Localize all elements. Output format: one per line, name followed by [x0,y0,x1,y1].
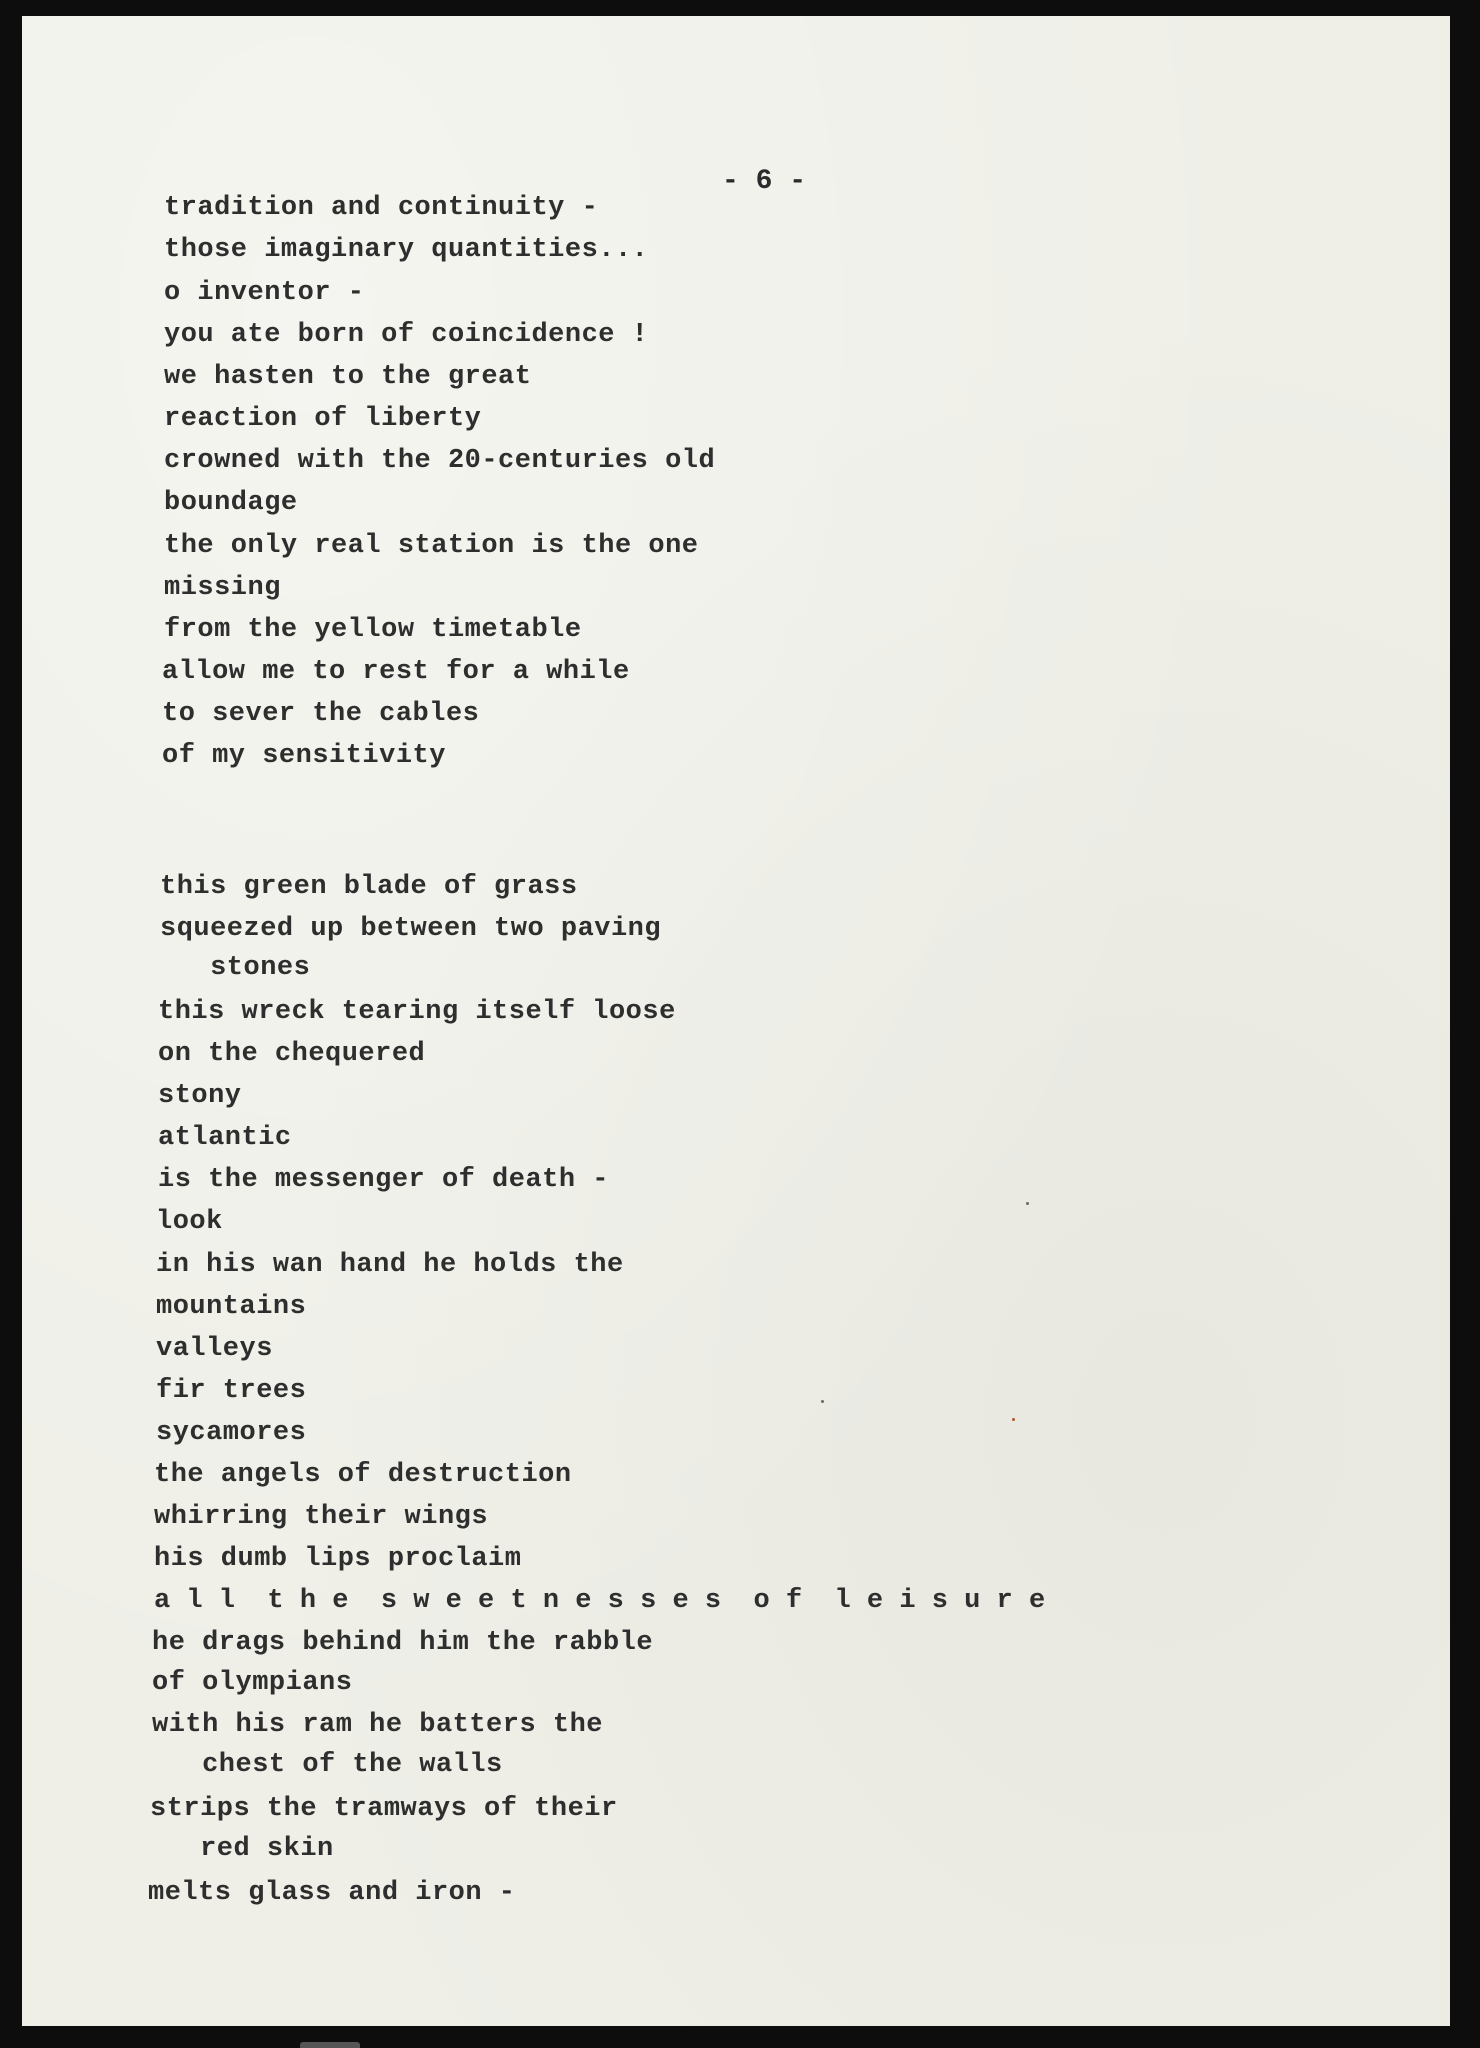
poem-line: atlantic [158,1123,292,1153]
paper-speck [1026,1202,1029,1205]
poem-line: red skin [150,1834,334,1864]
poem-line: boundage [164,488,298,518]
poem-line: of olympians [152,1668,353,1698]
poem-text [22,16,1450,2026]
poem-line: tradition and continuity - [164,193,599,223]
poem-line: fir trees [156,1376,307,1406]
poem-line: allow me to rest for a while [162,657,630,687]
poem-line: this green blade of grass [160,872,578,902]
poem-line: strips the tramways of their [150,1794,618,1824]
poem-line: sycamores [156,1418,307,1448]
poem-line: stony [158,1081,242,1111]
poem-line: to sever the cables [162,699,480,729]
poem-line: chest of the walls [152,1750,503,1780]
poem-line: the angels of destruction [154,1460,572,1490]
page-number: - 6 - [722,166,807,197]
poem-line: mountains [156,1292,307,1322]
poem-line: he drags behind him the rabble [152,1628,654,1658]
typewritten-page [22,16,1450,2026]
poem-line: of my sensitivity [162,741,446,771]
poem-line: on the chequered [158,1039,426,1069]
poem-line: squeezed up between two paving [160,914,662,944]
poem-line: stones [160,953,311,983]
poem-line: is the messenger of death - [158,1165,609,1195]
poem-line: this wreck tearing itself loose [158,997,676,1027]
poem-line: reaction of liberty [164,404,482,434]
scan-edge-mark [300,2042,360,2048]
poem-line: those imaginary quantities... [164,235,649,265]
poem-line: you ate born of coincidence ! [164,320,649,350]
poem-line: crowned with the 20-centuries old [164,446,716,476]
poem-line: whirring their wings [154,1502,489,1532]
poem-line: valleys [156,1334,273,1364]
poem-line: in his wan hand he holds the [156,1250,624,1280]
poem-line: the only real station is the one [164,531,699,561]
poem-line: we hasten to the great [164,362,532,392]
poem-line: melts glass and iron - [148,1878,516,1908]
poem-line: look [156,1207,223,1237]
poem-line: missing [164,573,281,603]
paper-speck [821,1400,824,1403]
poem-line: o inventor - [164,278,365,308]
poem-line: his dumb lips proclaim [154,1544,522,1574]
poem-line: from the yellow timetable [164,615,582,645]
poem-line-spaced: a l l t h e s w e e t n e s s e s o f l e i s u r e [154,1586,1046,1616]
poem-line: with his ram he batters the [152,1710,603,1740]
paper-speck [1012,1418,1015,1421]
